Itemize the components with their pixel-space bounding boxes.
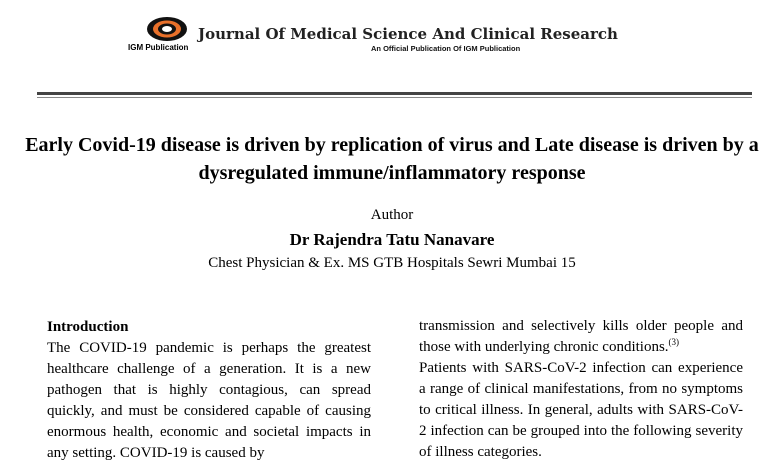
logo-caption: IGM Publication xyxy=(128,43,189,52)
author-name: Dr Rajendra Tatu Nanavare xyxy=(289,230,495,249)
right-column xyxy=(419,316,743,463)
header-rule-thin xyxy=(37,97,752,98)
header-rule-thick xyxy=(37,92,752,95)
right-paragraph-2: Patients with SARS-CoV-2 infection can experience a range of clinical manifestations, from no symptoms to critical illness. In general, adults with SARS-CoV-2 infection can be grouped into the following severity of illness categories. xyxy=(419,360,743,460)
igm-logo-icon xyxy=(146,16,188,42)
right-paragraph-1 xyxy=(419,316,743,358)
left-column xyxy=(47,317,371,464)
reference-3[interactable]: (3) xyxy=(668,337,680,347)
journal-title: Journal Of Medical Science And Clinical Research xyxy=(198,25,618,43)
journal-header xyxy=(0,0,784,100)
author-label: Author xyxy=(370,207,414,223)
introduction-heading: Introduction xyxy=(47,319,129,335)
article-title: Early Covid-19 disease is driven by replication of virus and Late disease is driven by a dysregulated immune/inflammatory response xyxy=(25,134,759,184)
author-affiliation: Chest Physician & Ex. MS GTB Hospitals Sewri Mumbai 15 xyxy=(208,255,576,271)
journal-subtitle: An Official Publication Of IGM Publication xyxy=(371,44,521,53)
introduction-paragraph: The COVID-19 pandemic is perhaps the greatest healthcare challenge of a generation. It is a new pathogen that is highly contagious, can spread quickly, and must be considered capable of causing enormous health, economic and societal impacts in any setting. COVID-19 is caused by xyxy=(47,340,371,461)
right-paragraph-1-text: transmission and selectively kills older people and those with underlying chronic conditions. xyxy=(419,318,743,355)
